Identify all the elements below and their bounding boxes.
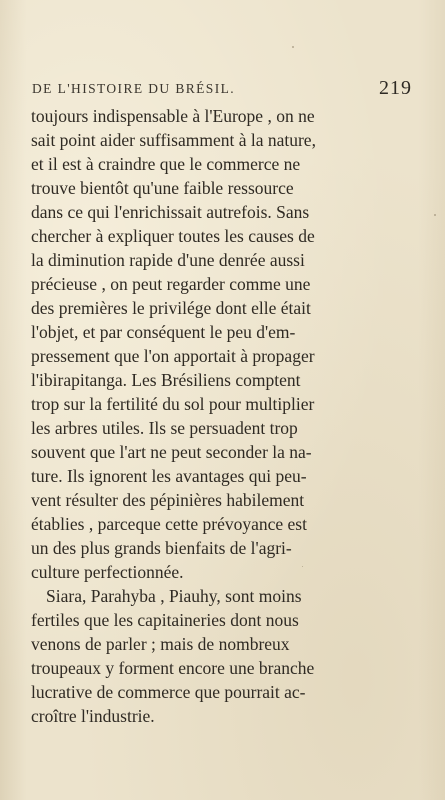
text-line: culture perfectionnée. [31,562,184,582]
text-line: l'objet, et par conséquent le peu d'em- [31,322,296,342]
text-line: les arbres utiles. Ils se persuadent trop [31,418,298,438]
paper-speck [302,566,303,567]
text-line: vent résulter des pépinières habilement [31,490,305,510]
text-line: souvent que l'art ne peut seconder la na- [31,442,312,462]
text-line: troupeaux y forment encore une branche [31,658,315,678]
text-line: ture. Ils ignorent les avantages qui peu- [31,466,307,486]
text-line: chercher à expliquer toutes les causes de [31,226,315,246]
text-line: sait point aider suffisamment à la nature, [31,130,316,150]
page-number: 219 [379,77,412,99]
text-line: venons de parler ; mais de nombreux [31,634,290,654]
text-line: trop sur la fertilité du sol pour multiplier [31,394,315,414]
text-line: croître l'industrie. [31,706,155,726]
text-line: toujours indispensable à l'Europe , on ne [31,106,315,126]
text-line: précieuse , on peut regarder comme une [31,274,311,294]
running-head [32,79,412,101]
text-line: établies , parceque cette prévoyance est [31,514,307,534]
text-line: pressement que l'on apportait à propager [31,346,315,366]
text-line: et il est à craindre que le commerce ne [31,154,301,174]
paper-speck [434,214,436,216]
text-line: l'ibirapitanga. Les Brésiliens comptent [31,370,301,390]
text-line: dans ce qui l'enrichissait autrefois. Sans [31,202,310,222]
running-title: DE L'HISTOIRE DU BRÉSIL. [32,81,236,96]
text-line: la diminution rapide d'une denrée aussi [31,250,305,270]
text-line: lucrative de commerce que pourrait ac- [31,682,306,702]
text-line: un des plus grands bienfaits de l'agri- [31,538,292,558]
text-line: Siara, Parahyba , Piauhy, sont moins [46,586,302,606]
text-line: des premières le privilége dont elle était [31,298,311,318]
paper-speck [292,46,294,48]
text-line: fertiles que les capitaineries dont nous [31,610,299,630]
text-line: trouve bientôt qu'une faible ressource [31,178,294,198]
